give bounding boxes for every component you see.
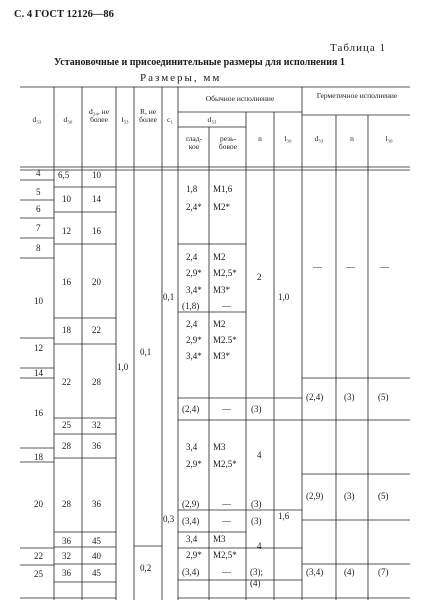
table-number: Таблица 1 [330,42,387,54]
smooth-cell: (2,4) [182,404,200,414]
smooth-cell: 1,8 [186,184,198,194]
thread-cell: М3 [213,442,226,452]
page-header: С. 4 ГОСТ 12126—86 [14,9,114,20]
d-vv-cell: 16 [34,408,43,418]
thread-cell: М2 [213,319,226,329]
d-vv-cell: 12 [34,343,43,353]
d-vk-cell: 10 [92,170,101,180]
l-vo-cell: 1,6 [278,511,290,521]
header-c: c₁ [167,115,173,124]
d-vo-cell: 25 [62,420,71,430]
smooth-cell: (1,8) [182,301,200,311]
d-vv-cell: 7 [36,223,41,233]
d-vv-cell: 18 [34,452,43,462]
smooth-cell: 2,9* [186,268,202,278]
d-vk-cell: 28 [92,377,101,387]
smooth-cell: 2,9* [186,550,202,560]
thread-cell: М2,5* [213,459,237,469]
thread-cell: — [222,301,231,311]
header-h-l: l₃₀ [385,134,393,143]
thread-cell: М2.5* [213,335,237,345]
header-l-vv: l₃₃ [121,115,129,124]
header-d-vo: d₃₀ [63,115,73,124]
h-l-cell: — [380,262,389,272]
table-subcaption: Размеры, мм [140,72,222,84]
header-usual-d: d₃₃ [207,115,217,124]
header-thread: резь-бовое [218,134,238,151]
d-vv-cell: 10 [34,296,43,306]
h-l-cell: (5) [378,392,389,402]
d-vo-cell: 10 [62,194,71,204]
smooth-cell: 3,4 [186,442,198,452]
d-vv-cell: 25 [34,569,43,579]
d-vo-cell: 28 [62,499,71,509]
d-vk-cell: 22 [92,325,101,335]
h-l-cell: (5) [378,491,389,501]
header-d-vk: d₃₄, не более [88,107,110,124]
thread-cell: — [222,516,231,526]
thread-cell: — [222,404,231,414]
d-vo-cell: 22 [62,377,71,387]
smooth-cell: 3,4* [186,351,202,361]
thread-cell: М1,6 [213,184,233,194]
n-cell: (3) [251,404,262,414]
smooth-cell: 3,4 [186,534,198,544]
l-vv-cell: 1,0 [117,362,129,372]
smooth-cell: 2,9* [186,335,202,345]
h-n-cell: — [346,262,355,272]
smooth-cell: 3,4* [186,285,202,295]
thread-cell: М3* [213,351,231,361]
h-n-cell: (3) [344,491,355,501]
d-vk-cell: 20 [92,277,101,287]
smooth-cell: (3,4) [182,567,200,577]
d-vo-cell: 16 [62,277,71,287]
d-vk-cell: 36 [92,441,101,451]
d-vk-cell: 32 [92,420,101,430]
header-smooth: глад-кое [185,134,203,151]
h-n-cell: (3) [344,392,355,402]
d-vv-cell: 20 [34,499,43,509]
d-vk-cell: 16 [92,226,101,236]
n-cell: 2 [257,272,262,282]
header-usual: Обычное исполнение [205,94,275,103]
thread-cell: М2* [213,202,231,212]
d-vo-cell: 28 [62,441,71,451]
d-vo-cell: 36 [62,568,71,578]
smooth-cell: 2,4 [186,252,198,262]
header-h-d: d₃₃ [314,134,324,143]
thread-cell: — [222,567,231,577]
header-d-vv: d₃₃ [32,115,42,124]
thread-cell: М2,5* [213,550,237,560]
thread-cell: — [222,499,231,509]
h-d-cell: (2,4) [306,392,324,402]
d-vo-cell: 18 [62,325,71,335]
header-hermetic: Герметичное исполнение [316,91,398,100]
header-r: R, не более [139,107,157,124]
d-vk-cell: 45 [92,568,101,578]
d-vk-cell: 45 [92,536,101,546]
c-cell: 0,1 [163,292,175,302]
thread-cell: М3 [213,534,226,544]
l-vo-cell: 1,0 [278,292,290,302]
d-vv-cell: 8 [36,243,41,253]
c-cell: 0,3 [163,514,175,524]
header-h-n: n [350,134,354,143]
header-n: n [258,134,262,143]
smooth-cell: 2,9* [186,459,202,469]
d-vo-cell: 36 [62,536,71,546]
d-vv-cell: 4 [36,168,41,178]
h-d-cell: — [313,262,322,272]
d-vv-cell: 22 [34,551,43,561]
d-vo-cell: 12 [62,226,71,236]
n-cell: (3) [251,499,262,509]
d-vv-cell: 5 [36,187,41,197]
r-cell: 0,1 [140,347,152,357]
d-vo-cell: 6,5 [58,170,70,180]
h-n-cell: (4) [344,567,355,577]
thread-cell: М2 [213,252,226,262]
r-cell: 0,2 [140,563,152,573]
d-vv-cell: 14 [34,368,43,378]
n-cell: 4 [257,541,262,551]
h-l-cell: (7) [378,567,389,577]
smooth-cell: 2,4 [186,319,198,329]
thread-cell: М3* [213,285,231,295]
h-d-cell: (3,4) [306,567,324,577]
smooth-cell: (2,9) [182,499,200,509]
d-vv-cell: 6 [36,204,41,214]
d-vk-cell: 36 [92,499,101,509]
smooth-cell: (3,4) [182,516,200,526]
thread-cell: М2,5* [213,268,237,278]
h-d-cell: (2,9) [306,491,324,501]
n-cell: (3) [251,516,262,526]
n-cell: 4 [257,450,262,460]
smooth-cell: 2,4* [186,202,202,212]
table-caption: Установочные и присоединительные размеры для исполнения 1 [54,57,345,68]
header-l-vo: l₃₀ [284,134,292,143]
n-cell: (3); (4) [250,567,263,588]
d-vo-cell: 32 [62,551,71,561]
d-vk-cell: 14 [92,194,101,204]
d-vk-cell: 40 [92,551,101,561]
